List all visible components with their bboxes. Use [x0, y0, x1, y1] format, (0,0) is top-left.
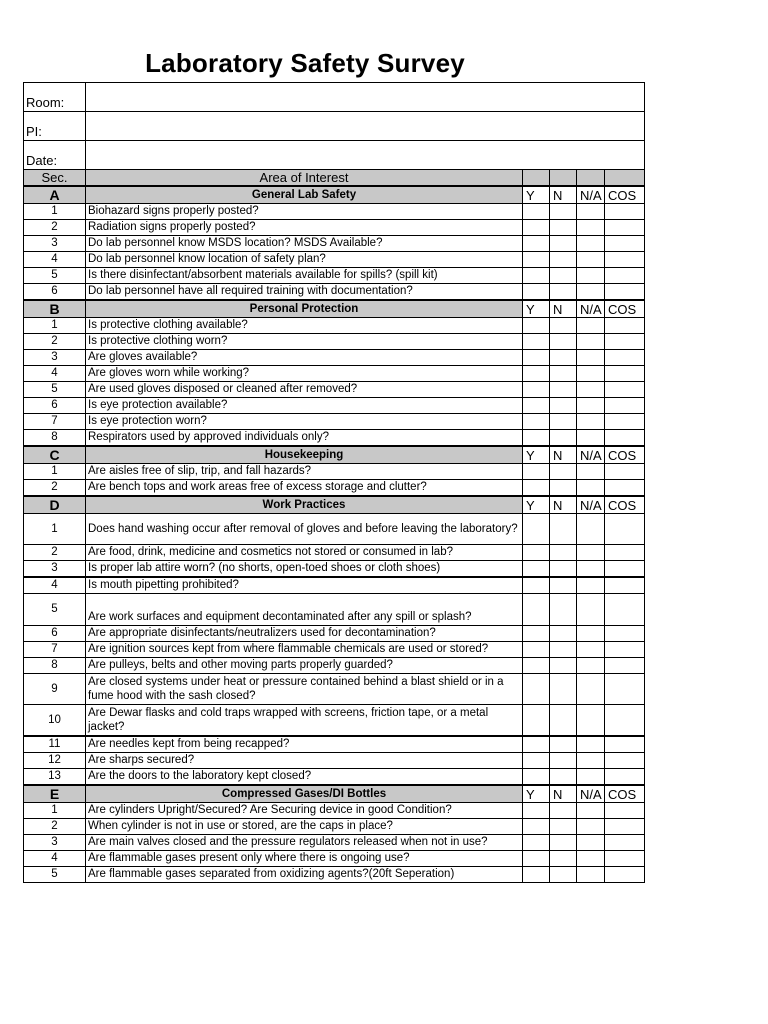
question-text: Are flammable gases present only where there is ongoing use? [86, 851, 523, 867]
answer-na-cell[interactable] [577, 284, 605, 301]
section-letter: D [24, 496, 86, 514]
question-number: 3 [24, 350, 86, 366]
question-text: Is protective clothing worn? [86, 334, 523, 350]
answer-na-cell[interactable] [577, 753, 605, 769]
answer-column-label: Y [523, 446, 550, 464]
answer-no-cell[interactable] [550, 268, 577, 284]
section-title: Personal Protection [86, 300, 523, 318]
answer-column-label: COS [605, 186, 645, 204]
answer-na-cell[interactable] [577, 819, 605, 835]
answer-no-cell[interactable] [550, 835, 577, 851]
sec-header: Sec. [24, 170, 86, 187]
answer-yes-cell[interactable] [523, 835, 550, 851]
question-text: Do lab personnel know MSDS location? MSDS Available? [86, 236, 523, 252]
question-row [24, 220, 645, 236]
question-row [24, 366, 645, 382]
question-row [24, 464, 645, 480]
answer-column-label: N/A [577, 300, 605, 318]
question-text: Are pulleys, belts and other moving parts properly guarded? [86, 658, 523, 674]
question-text: Are gloves available? [86, 350, 523, 366]
question-text: Do lab personnel know location of safety plan? [86, 252, 523, 268]
answer-yes-cell[interactable] [523, 414, 550, 430]
column-header-row [24, 170, 645, 187]
question-text: Do lab personnel have all required training with documentation? [86, 284, 523, 301]
answer-no-cell[interactable] [550, 350, 577, 366]
answer-no-cell[interactable] [550, 803, 577, 819]
question-row [24, 594, 645, 626]
answer-yes-cell[interactable] [523, 658, 550, 674]
answer-na-cell[interactable] [577, 366, 605, 382]
answer-cos-cell[interactable] [605, 769, 645, 786]
answer-na-cell[interactable] [577, 480, 605, 497]
answer-column-label: N/A [577, 446, 605, 464]
answer-na-cell[interactable] [577, 867, 605, 883]
answer-cos-cell[interactable] [605, 594, 645, 626]
question-number: 2 [24, 545, 86, 561]
question-text: Are used gloves disposed or cleaned after removed? [86, 382, 523, 398]
room-label: Room: [24, 83, 86, 112]
answer-column-label: N/A [577, 785, 605, 803]
section-header-row [24, 186, 645, 204]
answer-cos-cell[interactable] [605, 464, 645, 480]
answer-no-cell[interactable] [550, 626, 577, 642]
answer-column-label: Y [523, 186, 550, 204]
answer-yes-cell[interactable] [523, 334, 550, 350]
date-row [24, 141, 645, 170]
answer-na-cell[interactable] [577, 414, 605, 430]
answer-na-cell[interactable] [577, 577, 605, 594]
answer-na-cell[interactable] [577, 236, 605, 252]
answer-na-cell[interactable] [577, 674, 605, 705]
answer-yes-cell[interactable] [523, 350, 550, 366]
answer-column-label: Y [523, 300, 550, 318]
question-text: Are work surfaces and equipment decontaminated after any spill or splash? [86, 594, 523, 626]
question-number: 8 [24, 430, 86, 447]
answer-cos-cell[interactable] [605, 334, 645, 350]
question-number: 11 [24, 736, 86, 753]
section-letter: A [24, 186, 86, 204]
answer-yes-cell[interactable] [523, 236, 550, 252]
question-text: Biohazard signs properly posted? [86, 204, 523, 220]
question-row [24, 819, 645, 835]
question-number: 2 [24, 220, 86, 236]
question-row [24, 430, 645, 447]
question-number: 1 [24, 318, 86, 334]
answer-no-cell[interactable] [550, 236, 577, 252]
question-text: Are aisles free of slip, trip, and fall hazards? [86, 464, 523, 480]
header-blank [550, 170, 577, 187]
question-text: Are gloves worn while working? [86, 366, 523, 382]
answer-cos-cell[interactable] [605, 674, 645, 705]
answer-no-cell[interactable] [550, 642, 577, 658]
question-number: 3 [24, 236, 86, 252]
question-text: Are closed systems under heat or pressure contained behind a blast shield or in a fume hood with the sash closed? [86, 674, 523, 705]
answer-cos-cell[interactable] [605, 705, 645, 737]
question-text: Is proper lab attire worn? (no shorts, open-toed shoes or cloth shoes) [86, 561, 523, 578]
answer-column-label: COS [605, 496, 645, 514]
question-row [24, 252, 645, 268]
answer-na-cell[interactable] [577, 334, 605, 350]
question-row [24, 398, 645, 414]
question-row [24, 382, 645, 398]
question-row [24, 867, 645, 883]
answer-column-label: N [550, 300, 577, 318]
answer-no-cell[interactable] [550, 366, 577, 382]
answer-cos-cell[interactable] [605, 835, 645, 851]
answer-no-cell[interactable] [550, 220, 577, 236]
question-row [24, 705, 645, 737]
question-row [24, 480, 645, 497]
answer-cos-cell[interactable] [605, 268, 645, 284]
question-text: Are Dewar flasks and cold traps wrapped with screens, friction tape, or a metal jacket? [86, 705, 523, 737]
answer-yes-cell[interactable] [523, 252, 550, 268]
answer-no-cell[interactable] [550, 318, 577, 334]
question-text: Is protective clothing available? [86, 318, 523, 334]
room-field[interactable] [86, 83, 645, 112]
section-header-row [24, 300, 645, 318]
section-letter: E [24, 785, 86, 803]
answer-cos-cell[interactable] [605, 867, 645, 883]
room-row [24, 83, 645, 112]
question-row [24, 835, 645, 851]
question-text: Is mouth pipetting prohibited? [86, 577, 523, 594]
question-number: 1 [24, 514, 86, 545]
answer-cos-cell[interactable] [605, 414, 645, 430]
question-number: 9 [24, 674, 86, 705]
answer-na-cell[interactable] [577, 851, 605, 867]
question-number: 7 [24, 642, 86, 658]
question-row [24, 851, 645, 867]
answer-cos-cell[interactable] [605, 398, 645, 414]
answer-no-cell[interactable] [550, 430, 577, 447]
question-number: 2 [24, 819, 86, 835]
answer-cos-cell[interactable] [605, 658, 645, 674]
answer-cos-cell[interactable] [605, 577, 645, 594]
question-row [24, 561, 645, 578]
answer-cos-cell[interactable] [605, 382, 645, 398]
question-text: Are bench tops and work areas free of excess storage and clutter? [86, 480, 523, 497]
answer-na-cell[interactable] [577, 835, 605, 851]
answer-na-cell[interactable] [577, 514, 605, 545]
question-text: Are main valves closed and the pressure regulators released when not in use? [86, 835, 523, 851]
question-number: 7 [24, 414, 86, 430]
answer-no-cell[interactable] [550, 851, 577, 867]
answer-column-label: Y [523, 785, 550, 803]
answer-column-label: N/A [577, 186, 605, 204]
question-number: 2 [24, 334, 86, 350]
question-number: 13 [24, 769, 86, 786]
answer-no-cell[interactable] [550, 204, 577, 220]
answer-na-cell[interactable] [577, 658, 605, 674]
answer-cos-cell[interactable] [605, 318, 645, 334]
answer-no-cell[interactable] [550, 658, 577, 674]
area-header: Area of Interest [86, 170, 523, 187]
answer-cos-cell[interactable] [605, 819, 645, 835]
answer-no-cell[interactable] [550, 674, 577, 705]
answer-yes-cell[interactable] [523, 803, 550, 819]
section-title: General Lab Safety [86, 186, 523, 204]
question-text: Are ignition sources kept from where flammable chemicals are used or stored? [86, 642, 523, 658]
answer-yes-cell[interactable] [523, 819, 550, 835]
answer-no-cell[interactable] [550, 561, 577, 578]
pi-field[interactable] [86, 112, 645, 141]
answer-na-cell[interactable] [577, 545, 605, 561]
answer-no-cell[interactable] [550, 545, 577, 561]
question-text: Respirators used by approved individuals only? [86, 430, 523, 447]
answer-yes-cell[interactable] [523, 753, 550, 769]
answer-yes-cell[interactable] [523, 382, 550, 398]
question-text: Are the doors to the laboratory kept closed? [86, 769, 523, 786]
answer-no-cell[interactable] [550, 753, 577, 769]
question-number: 2 [24, 480, 86, 497]
survey-sheet [23, 82, 644, 883]
pi-row [24, 112, 645, 141]
answer-cos-cell[interactable] [605, 480, 645, 497]
answer-cos-cell[interactable] [605, 366, 645, 382]
question-row [24, 658, 645, 674]
question-text: Is eye protection worn? [86, 414, 523, 430]
question-row [24, 626, 645, 642]
section-title: Housekeeping [86, 446, 523, 464]
answer-na-cell[interactable] [577, 769, 605, 786]
question-number: 5 [24, 867, 86, 883]
section-header-row [24, 496, 645, 514]
answer-yes-cell[interactable] [523, 398, 550, 414]
answer-yes-cell[interactable] [523, 464, 550, 480]
answer-yes-cell[interactable] [523, 642, 550, 658]
question-text: Are food, drink, medicine and cosmetics not stored or consumed in lab? [86, 545, 523, 561]
question-text: When cylinder is not in use or stored, are the caps in place? [86, 819, 523, 835]
answer-no-cell[interactable] [550, 819, 577, 835]
section-title: Work Practices [86, 496, 523, 514]
question-number: 10 [24, 705, 86, 737]
answer-yes-cell[interactable] [523, 284, 550, 301]
answer-column-label: N [550, 496, 577, 514]
question-row [24, 350, 645, 366]
answer-cos-cell[interactable] [605, 514, 645, 545]
question-text: Are needles kept from being recapped? [86, 736, 523, 753]
question-row [24, 204, 645, 220]
answer-yes-cell[interactable] [523, 594, 550, 626]
answer-cos-cell[interactable] [605, 545, 645, 561]
section-title: Compressed Gases/DI Bottles [86, 785, 523, 803]
answer-cos-cell[interactable] [605, 642, 645, 658]
answer-no-cell[interactable] [550, 382, 577, 398]
question-text: Are appropriate disinfectants/neutralizers used for decontamination? [86, 626, 523, 642]
answer-na-cell[interactable] [577, 430, 605, 447]
answer-yes-cell[interactable] [523, 268, 550, 284]
answer-na-cell[interactable] [577, 220, 605, 236]
question-row [24, 514, 645, 545]
question-row [24, 642, 645, 658]
question-text: Are cylinders Upright/Secured? Are Securing device in good Condition? [86, 803, 523, 819]
answer-cos-cell[interactable] [605, 430, 645, 447]
pi-label: PI: [24, 112, 86, 141]
answer-yes-cell[interactable] [523, 220, 550, 236]
answer-no-cell[interactable] [550, 736, 577, 753]
answer-no-cell[interactable] [550, 705, 577, 737]
answer-yes-cell[interactable] [523, 626, 550, 642]
answer-yes-cell[interactable] [523, 867, 550, 883]
answer-na-cell[interactable] [577, 561, 605, 578]
survey-table [23, 82, 645, 883]
answer-yes-cell[interactable] [523, 430, 550, 447]
answer-no-cell[interactable] [550, 577, 577, 594]
question-number: 4 [24, 851, 86, 867]
answer-no-cell[interactable] [550, 594, 577, 626]
answer-column-label: N [550, 785, 577, 803]
answer-no-cell[interactable] [550, 480, 577, 497]
answer-yes-cell[interactable] [523, 577, 550, 594]
answer-yes-cell[interactable] [523, 318, 550, 334]
question-number: 5 [24, 594, 86, 626]
question-number: 1 [24, 803, 86, 819]
answer-yes-cell[interactable] [523, 769, 550, 786]
question-text: Is there disinfectant/absorbent materials available for spills? (spill kit) [86, 268, 523, 284]
question-row [24, 674, 645, 705]
answer-yes-cell[interactable] [523, 480, 550, 497]
date-field[interactable] [86, 141, 645, 170]
answer-na-cell[interactable] [577, 464, 605, 480]
answer-column-label: N/A [577, 496, 605, 514]
answer-cos-cell[interactable] [605, 350, 645, 366]
question-row [24, 736, 645, 753]
answer-na-cell[interactable] [577, 318, 605, 334]
answer-cos-cell[interactable] [605, 851, 645, 867]
question-text: Are sharps secured? [86, 753, 523, 769]
section-header-row [24, 785, 645, 803]
answer-no-cell[interactable] [550, 252, 577, 268]
answer-yes-cell[interactable] [523, 705, 550, 737]
answer-yes-cell[interactable] [523, 366, 550, 382]
question-row [24, 803, 645, 819]
question-number: 3 [24, 561, 86, 578]
question-row [24, 318, 645, 334]
date-label: Date: [24, 141, 86, 170]
answer-na-cell[interactable] [577, 204, 605, 220]
answer-cos-cell[interactable] [605, 561, 645, 578]
answer-no-cell[interactable] [550, 464, 577, 480]
answer-no-cell[interactable] [550, 284, 577, 301]
question-text: Is eye protection available? [86, 398, 523, 414]
question-number: 1 [24, 464, 86, 480]
question-number: 5 [24, 382, 86, 398]
answer-yes-cell[interactable] [523, 545, 550, 561]
question-row [24, 236, 645, 252]
question-number: 3 [24, 835, 86, 851]
answer-yes-cell[interactable] [523, 736, 550, 753]
answer-column-label: COS [605, 785, 645, 803]
question-text: Are flammable gases separated from oxidizing agents?(20ft Seperation) [86, 867, 523, 883]
answer-no-cell[interactable] [550, 334, 577, 350]
answer-na-cell[interactable] [577, 736, 605, 753]
answer-column-label: N [550, 446, 577, 464]
answer-column-label: Y [523, 496, 550, 514]
answer-column-label: COS [605, 300, 645, 318]
answer-cos-cell[interactable] [605, 252, 645, 268]
survey-table-body [24, 83, 645, 883]
answer-na-cell[interactable] [577, 642, 605, 658]
question-number: 4 [24, 577, 86, 594]
answer-no-cell[interactable] [550, 514, 577, 545]
question-row [24, 334, 645, 350]
question-row [24, 284, 645, 301]
question-number: 4 [24, 366, 86, 382]
header-blank [605, 170, 645, 187]
section-header-row [24, 446, 645, 464]
question-number: 12 [24, 753, 86, 769]
question-number: 4 [24, 252, 86, 268]
answer-no-cell[interactable] [550, 769, 577, 786]
answer-column-label: N [550, 186, 577, 204]
answer-na-cell[interactable] [577, 803, 605, 819]
question-number: 5 [24, 268, 86, 284]
question-text: Radiation signs properly posted? [86, 220, 523, 236]
answer-na-cell[interactable] [577, 268, 605, 284]
question-number: 6 [24, 284, 86, 301]
answer-yes-cell[interactable] [523, 514, 550, 545]
answer-cos-cell[interactable] [605, 736, 645, 753]
answer-na-cell[interactable] [577, 398, 605, 414]
answer-cos-cell[interactable] [605, 626, 645, 642]
header-blank [577, 170, 605, 187]
answer-yes-cell[interactable] [523, 204, 550, 220]
answer-cos-cell[interactable] [605, 803, 645, 819]
question-row [24, 414, 645, 430]
answer-cos-cell[interactable] [605, 220, 645, 236]
answer-no-cell[interactable] [550, 867, 577, 883]
answer-na-cell[interactable] [577, 252, 605, 268]
answer-na-cell[interactable] [577, 350, 605, 366]
answer-na-cell[interactable] [577, 382, 605, 398]
answer-cos-cell[interactable] [605, 753, 645, 769]
question-number: 1 [24, 204, 86, 220]
answer-na-cell[interactable] [577, 705, 605, 737]
answer-na-cell[interactable] [577, 626, 605, 642]
answer-no-cell[interactable] [550, 414, 577, 430]
answer-na-cell[interactable] [577, 594, 605, 626]
question-number: 6 [24, 398, 86, 414]
answer-column-label: COS [605, 446, 645, 464]
question-row [24, 268, 645, 284]
answer-yes-cell[interactable] [523, 561, 550, 578]
question-number: 6 [24, 626, 86, 642]
answer-cos-cell[interactable] [605, 204, 645, 220]
header-blank [523, 170, 550, 187]
question-text: Does hand washing occur after removal of gloves and before leaving the laboratory? [86, 514, 523, 545]
answer-yes-cell[interactable] [523, 851, 550, 867]
question-row [24, 577, 645, 594]
answer-no-cell[interactable] [550, 398, 577, 414]
page-title: Laboratory Safety Survey [145, 48, 465, 78]
section-letter: B [24, 300, 86, 318]
section-letter: C [24, 446, 86, 464]
answer-cos-cell[interactable] [605, 284, 645, 301]
question-number: 8 [24, 658, 86, 674]
answer-cos-cell[interactable] [605, 236, 645, 252]
question-row [24, 753, 645, 769]
answer-yes-cell[interactable] [523, 674, 550, 705]
question-row [24, 545, 645, 561]
question-row [24, 769, 645, 786]
